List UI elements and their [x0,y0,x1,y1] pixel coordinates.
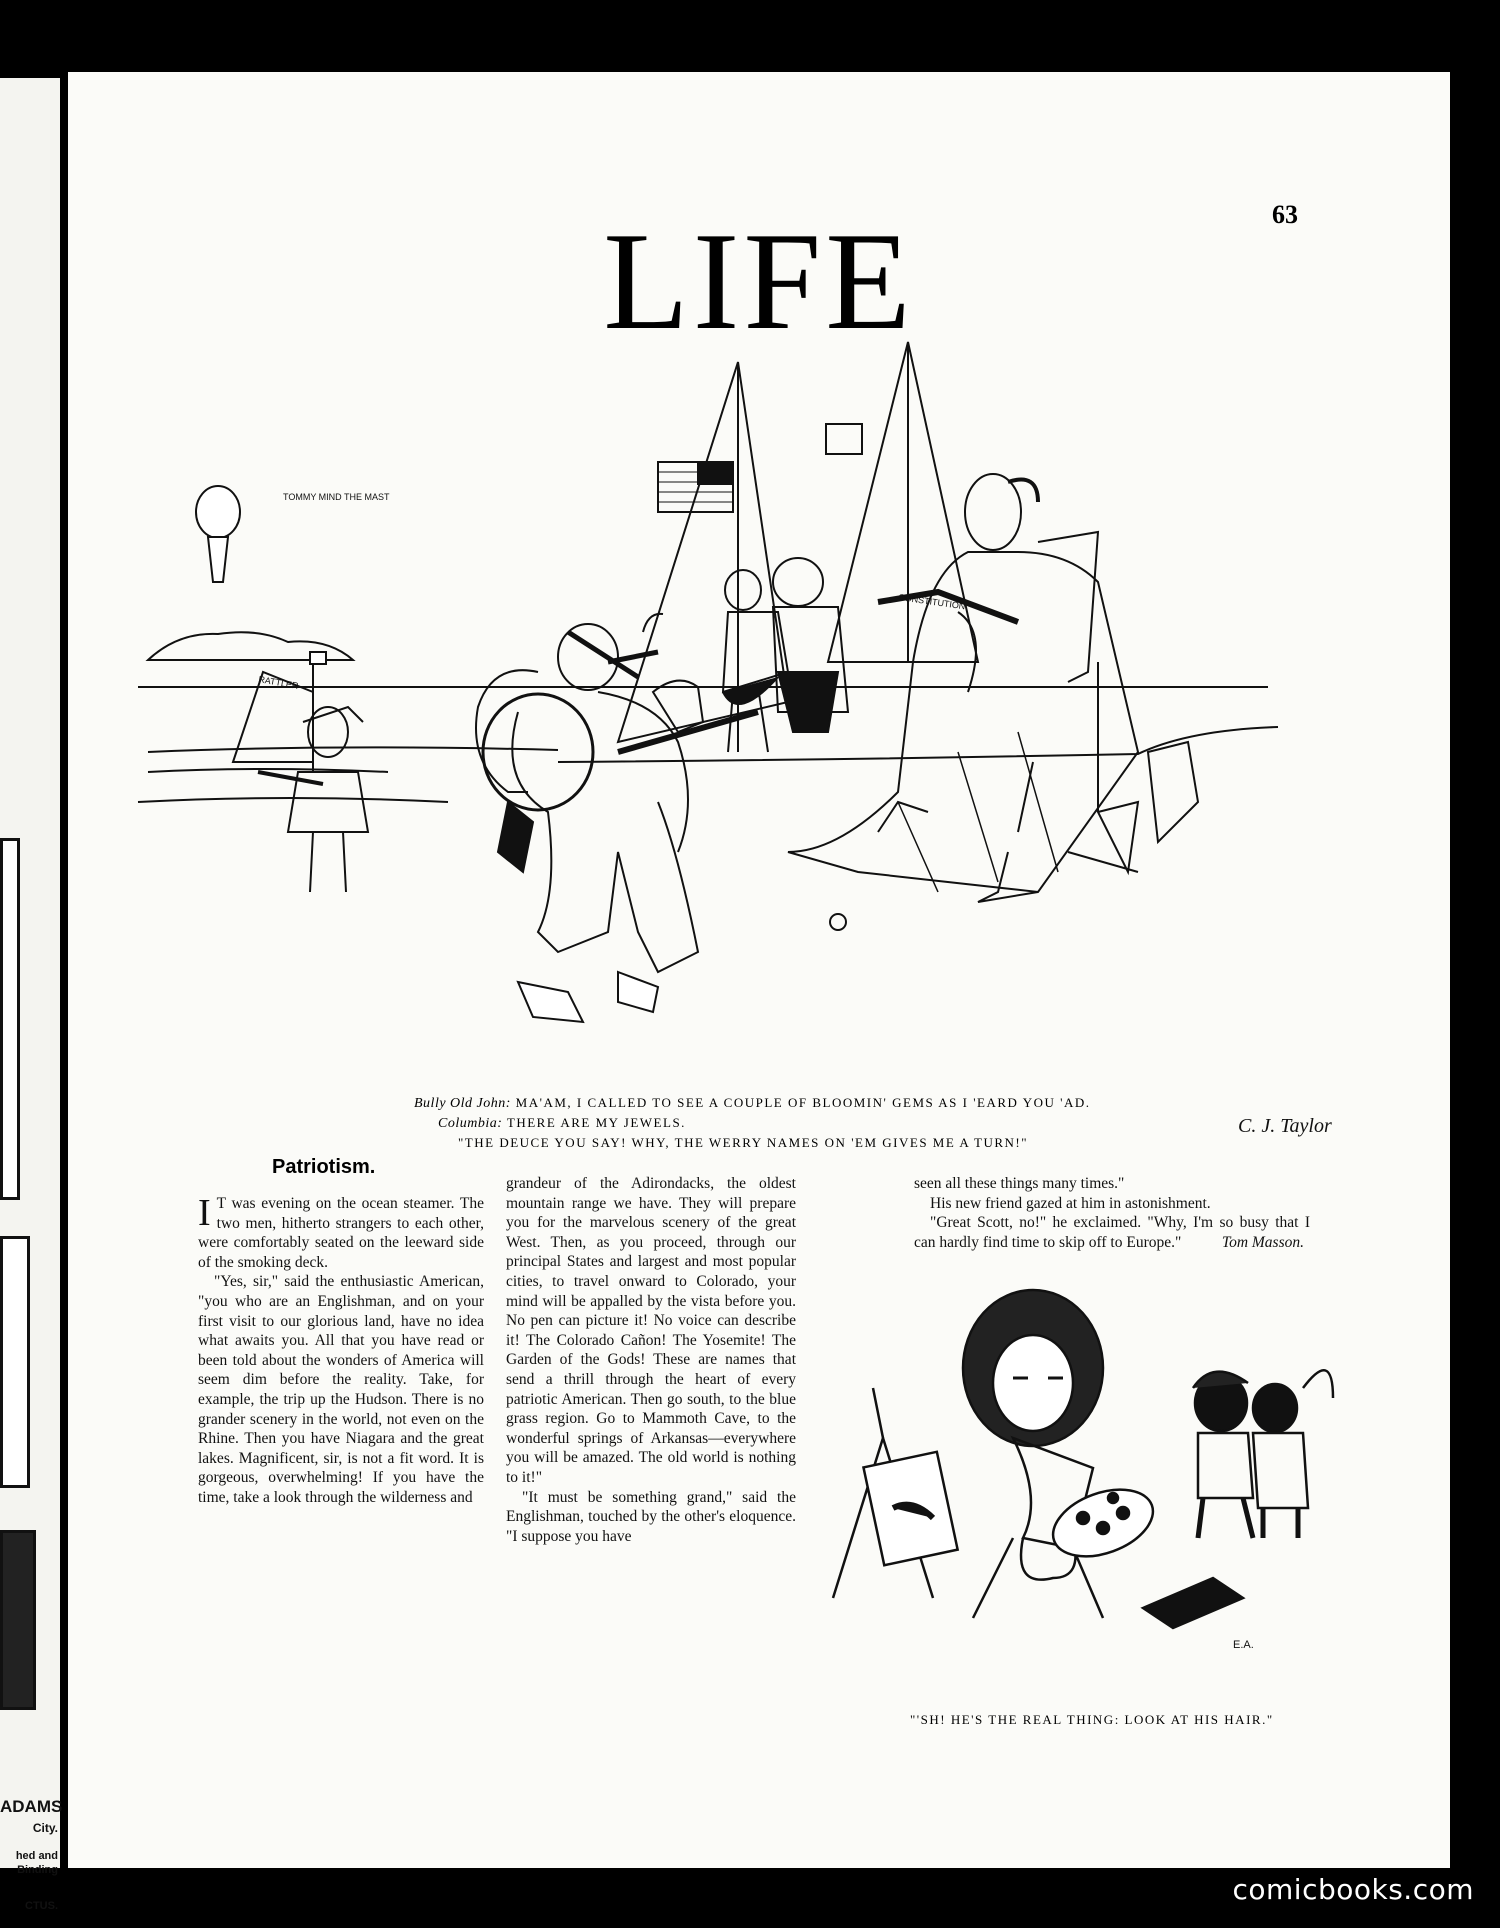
left-ad-text-2: City. [32,1821,58,1835]
caption-text-3: "THE DEUCE YOU SAY! WHY, THE WERRY NAMES ON 'EM GIVES ME A TURN!" [458,1135,1029,1150]
caption-speaker-2: Columbia: [438,1116,503,1131]
article-paragraph: seen all these things many times." [914,1175,1125,1192]
caption-speaker-1: Bully Old John: [414,1096,511,1111]
caption-line-1 [414,1095,1091,1112]
watermark: comicbooks.com [1232,1873,1474,1906]
left-ad-box-1 [0,838,20,1200]
masthead: LIFE [603,204,915,359]
article-paragraph: "Yes, sir," said the enthusiastic American, "you who are an Englishman, and on your first visit to our glorious land, have no idea what awaits you. All that you have read or been told about the wonders of America will seem dim before the reality. Take, for example, the trip up the Hudson. There is no grander scenery in the world, not even on the Rhine. Then you have Niagara and the great lakes. Magnificent, sir, is not a fit word. It is gorgeous, overwhelming! If you have the time, take a look through the wilderness and [198,1273,484,1506]
drop-cap: I [198,1192,211,1234]
caption-text-2: THERE ARE MY JEWELS. [506,1115,686,1130]
cartoon-signature: C. J. Taylor [1238,1115,1332,1137]
article-column-2 [506,1174,796,1546]
article-paragraph: grandeur of the Adirondacks, the oldest mountain range we have. They will prepare you for the marvelous scenery of the great West. Then, as you proceed, through our principal States and largest and most popular cities, to travel onward to Colorado, your mind will be appalled by the vista before you. No pen can picture it! No voice can describe it! The Colorado Cañon! The Yosemite! The Garden of the Gods! These are names that send a thrill through the heart of every patriotic American. Then go south, to the blue grass region. Go to Mammoth Cave, to the wonderful springs of Arkansas—everywhere you will be amazed. The old world is nothing to it!" [506,1175,796,1486]
article-author: Tom Masson. [1221,1233,1304,1251]
article-paragraph: "It must be something grand," said the Englishman, touched by the other's eloquence. "I suppose you have [506,1488,796,1545]
article-column-1 [198,1194,484,1508]
small-cartoon-caption: "'SH! HE'S THE REAL THING: LOOK AT HIS HAIR." [910,1712,1274,1727]
left-ad-text-5: CTUS. [25,1900,58,1912]
main-cartoon [138,332,1398,1162]
boat-label-constitution: CONSTITUTION [897,592,966,612]
caption-text-1: MA'AM, I CALLED TO SEE A COUPLE OF BLOOMIN' GEMS AS I 'EARD YOU 'AD. [515,1095,1091,1110]
article-paragraph [198,1194,484,1272]
article-paragraph [914,1213,1310,1252]
article-text: T was evening on the ocean steamer. The two men, hitherto strangers to each other, were comfortably seated on the leeward side of the smoking deck. [198,1195,484,1271]
caption-line-3 [458,1135,1028,1151]
article-text: "Great Scott, no!" he exclaimed. "Why, I'm so busy that I can hardly find time to skip off to Europe." [914,1214,1310,1251]
article-paragraph: His new friend gazed at him in astonishment. [930,1194,1211,1212]
small-cartoon-signature: E.A. [1233,1639,1254,1651]
left-ad-text-1: ADAMS [0,1797,63,1816]
caption-line-2 [438,1115,686,1132]
page-number: 63 [1272,200,1298,229]
speech-balloon: TOMMY MIND THE MAST [283,492,390,502]
left-page-edge [0,78,63,1912]
article-title: Patriotism. [272,1156,376,1178]
magazine-page [68,72,1450,1868]
boat-label-rattler: RATTLER [257,674,300,691]
left-ad-text-3: hed and [15,1850,58,1862]
left-ad-box-3 [0,1530,36,1710]
left-ad-box-2 [0,1236,30,1488]
article-column-3 [914,1174,1310,1252]
left-ad-text-4: Binding [17,1864,58,1876]
small-cartoon [813,1288,1393,1688]
